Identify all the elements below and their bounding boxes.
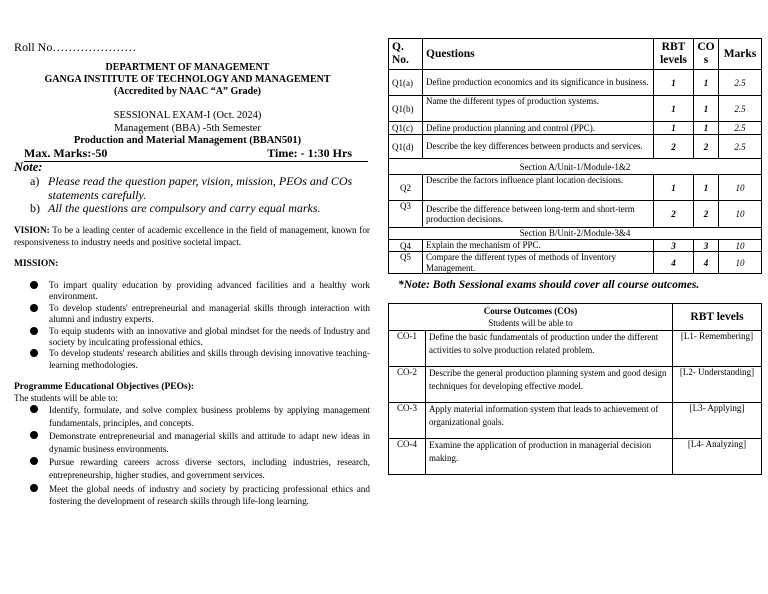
table-header-row xyxy=(389,39,762,70)
question-number: Q2 xyxy=(389,175,423,201)
note-list xyxy=(30,175,360,216)
divider xyxy=(24,161,368,162)
peo-list xyxy=(14,404,370,509)
table-row xyxy=(389,135,762,159)
co-text: Define the basic fundamentals of production under the different activities to solve production related problem. xyxy=(426,331,673,367)
exam-subject: Production and Material Management (BBAN501) xyxy=(73,135,302,146)
section-row xyxy=(389,228,762,240)
table-row xyxy=(389,96,762,122)
marks-value: 2.5 xyxy=(719,122,762,135)
co-rbt: [L4- Analyzing] xyxy=(673,439,762,475)
rbt-level: 1 xyxy=(654,70,694,96)
section-label: Section A/Unit-1/Module-1&2 xyxy=(389,159,762,175)
vision-label: VISION: xyxy=(14,225,50,235)
co-value: 1 xyxy=(694,70,719,96)
co-header xyxy=(389,304,673,331)
rbt-level: 1 xyxy=(654,122,694,135)
co-text: Describe the general production planning system and good design techniques for developing effective model. xyxy=(426,367,673,403)
rbt-level: 1 xyxy=(654,96,694,122)
question-number: Q1(c) xyxy=(389,122,423,135)
note-item-label: a) xyxy=(30,174,40,188)
peo-item xyxy=(14,430,370,455)
questions-table xyxy=(388,38,762,274)
table-row xyxy=(389,201,762,228)
mission-text: To develop students' entrepreneurial and managerial skills through interaction with alumni and industry experts. xyxy=(49,302,370,325)
vision-statement xyxy=(14,225,370,248)
peo-item xyxy=(14,404,370,429)
question-number: Q5 xyxy=(389,252,423,274)
marks-value: 2.5 xyxy=(719,135,762,159)
bullet-icon xyxy=(30,484,38,492)
mission-item xyxy=(14,280,370,303)
table-row xyxy=(389,240,762,252)
peo-heading: Programme Educational Objectives (PEOs): xyxy=(14,382,195,392)
mission-text: To impart quality education by providing advanced facilities and a healthy work environment. xyxy=(49,280,370,302)
co-id: CO-1 xyxy=(389,331,426,367)
co-header-subtitle: Students will be able to xyxy=(488,318,573,328)
note-heading: Note: xyxy=(14,160,43,174)
question-text: Explain the mechanism of PPC. xyxy=(423,240,654,252)
bullet-icon xyxy=(30,431,38,439)
co-value: 1 xyxy=(694,96,719,122)
co-header-title: Course Outcomes (COs) xyxy=(483,306,578,316)
mission-text: To equip students with an innovative and global mindset for the needs of Industry and society by inculcating professional ethics. xyxy=(49,325,370,348)
rbt-header: RBT levels xyxy=(673,304,762,331)
co-value: 2 xyxy=(694,201,719,228)
question-text: Describe the factors influence plant location decisions. xyxy=(423,175,654,201)
co-value: 4 xyxy=(694,252,719,274)
mission-item xyxy=(14,303,370,326)
co-id: CO-4 xyxy=(389,439,426,475)
question-text: Name the different types of production systems. xyxy=(423,96,654,122)
table-header-row xyxy=(389,304,762,331)
question-text: Define production economics and its significance in business. xyxy=(423,70,654,96)
bullet-icon xyxy=(30,327,38,335)
peo-text: Identify, formulate, and solve complex business problems by applying management fundamentals, principles, and concepts. xyxy=(49,405,370,428)
table-row xyxy=(389,403,762,439)
peo-text: Meet the global needs of industry and society by practicing professional ethics and fostering the development of research skills through life-long learning. xyxy=(49,483,370,507)
co-rbt: [L1- Remembering] xyxy=(673,331,762,367)
mission-item xyxy=(14,326,370,349)
co-value: 1 xyxy=(694,122,719,135)
col-questions-header: Questions xyxy=(423,39,654,70)
exam-time: Time: - 1:30 Hrs xyxy=(267,146,352,160)
max-marks: Max. Marks:-50 xyxy=(24,146,108,160)
co-text: Examine the application of production in managerial decision making. xyxy=(426,439,673,475)
question-number: Q1(d) xyxy=(389,135,423,159)
table-row xyxy=(389,331,762,367)
table-row xyxy=(389,439,762,475)
peo-item xyxy=(14,456,370,481)
marks-value: 10 xyxy=(719,252,762,274)
table-row xyxy=(389,367,762,403)
peo-text: Demonstrate entrepreneurial and managerial skills and attitude to adapt new ideas in dynamic business environments. xyxy=(49,431,370,454)
mission-text: To develop students' research abilities and skills through devising innovative teaching-learning methodologies. xyxy=(49,348,370,370)
col-marks-header: Marks xyxy=(719,39,762,70)
question-number: Q1(b) xyxy=(389,96,423,122)
rbt-level: 2 xyxy=(654,201,694,228)
table-row xyxy=(389,175,762,201)
co-value: 2 xyxy=(694,135,719,159)
co-id: CO-2 xyxy=(389,367,426,403)
exam-title: SESSIONAL EXAM-I (Oct. 2024) xyxy=(113,110,262,121)
marks-value: 2.5 xyxy=(719,96,762,122)
marks-time-line xyxy=(24,146,368,161)
marks-value: 10 xyxy=(719,201,762,228)
col-cos-header: CO s xyxy=(694,39,719,70)
table-row xyxy=(389,122,762,135)
exam-info xyxy=(0,110,375,148)
table-row xyxy=(389,70,762,96)
note-item-label: b) xyxy=(30,201,40,215)
bullet-icon xyxy=(30,457,38,465)
co-value: 3 xyxy=(694,240,719,252)
note-item-text: Please read the question paper, vision, mission, PEOs and COs statements carefully. xyxy=(48,174,353,202)
peo-item xyxy=(14,483,370,508)
question-text: Describe the key differences between products and services. xyxy=(423,135,654,159)
peo-intro: The students will be able to: xyxy=(14,393,118,403)
question-text: Describe the difference between long-term and short-term production decisions. xyxy=(423,201,654,228)
institute-name: GANGA INSTITUTE OF TECHNOLOGY AND MANAGEMENT xyxy=(44,74,331,85)
rbt-level: 3 xyxy=(654,240,694,252)
co-value: 1 xyxy=(694,175,719,201)
bullet-icon xyxy=(30,304,38,312)
mission-list xyxy=(14,280,370,371)
mission-heading: MISSION: xyxy=(14,259,59,269)
co-rbt: [L3- Applying] xyxy=(673,403,762,439)
peo-text: Pursue rewarding careers across diverse sectors, including industries, research, entrepreneurship, higher studies, and government services. xyxy=(49,457,370,480)
bullet-icon xyxy=(30,281,38,289)
question-number: Q1(a) xyxy=(389,70,423,96)
department-header xyxy=(0,62,375,98)
bullet-icon xyxy=(30,349,38,357)
mission-item xyxy=(14,348,370,371)
section-label: Section B/Unit-2/Module-3&4 xyxy=(389,228,762,240)
question-number: Q4 xyxy=(389,240,423,252)
note-item xyxy=(30,175,360,202)
question-text: Define production planning and control (PPC). xyxy=(423,122,654,135)
marks-value: 10 xyxy=(719,240,762,252)
sessional-note: *Note: Both Sessional exams should cover all course outcomes. xyxy=(398,279,700,291)
rbt-level: 1 xyxy=(654,175,694,201)
marks-value: 2.5 xyxy=(719,70,762,96)
col-qno-header: Q. No. xyxy=(389,39,423,70)
table-row xyxy=(389,252,762,274)
question-number: Q3 xyxy=(389,201,423,228)
exam-program: Management (BBA) -5th Semester xyxy=(114,122,261,134)
section-row xyxy=(389,159,762,175)
accreditation: (Accredited by NAAC “A” Grade) xyxy=(113,86,261,97)
bullet-icon xyxy=(30,405,38,413)
co-id: CO-3 xyxy=(389,403,426,439)
co-text: Apply material information system that leads to achievement of organizational goals. xyxy=(426,403,673,439)
vision-text: To be a leading center of academic excellence in the field of management, known for responsiveness to industry needs and positive societal impact. xyxy=(14,225,370,247)
co-rbt: [L2- Understanding] xyxy=(673,367,762,403)
department-name: DEPARTMENT OF MANAGEMENT xyxy=(105,62,270,73)
marks-value: 10 xyxy=(719,175,762,201)
rbt-level: 4 xyxy=(654,252,694,274)
note-item xyxy=(30,202,360,216)
roll-number: Roll No………………… xyxy=(14,40,137,54)
note-item-text: All the questions are compulsory and carry equal marks. xyxy=(48,201,321,215)
question-text: Compare the different types of methods of Inventory Management. xyxy=(423,252,654,274)
rbt-level: 2 xyxy=(654,135,694,159)
col-rbt-header: RBT levels xyxy=(654,39,694,70)
course-outcomes-table xyxy=(388,303,762,475)
